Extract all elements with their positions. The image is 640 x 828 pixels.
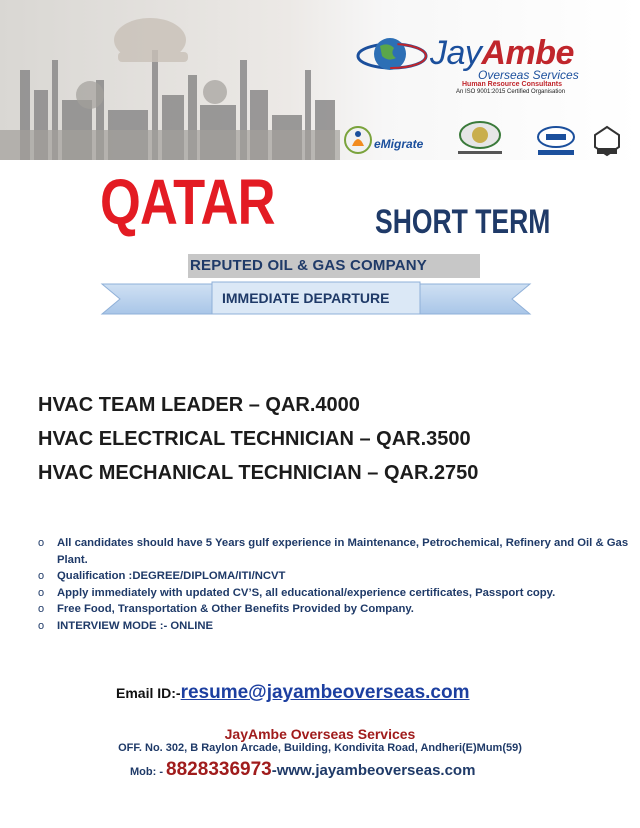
job-list bbox=[38, 388, 478, 490]
brand-name-ambe: Ambe bbox=[481, 34, 574, 72]
website-link[interactable]: -www.jayambeoverseas.com bbox=[271, 762, 476, 779]
header-banner bbox=[0, 0, 640, 160]
brand-name-jay: Jay bbox=[430, 34, 482, 72]
country-title: QATAR bbox=[100, 166, 275, 238]
requirement-text: Qualification :DEGREE/DIPLOMA/ITI/NCVT bbox=[57, 570, 286, 582]
term-title: SHORT TERM bbox=[375, 203, 551, 241]
email-label: Email ID:- bbox=[116, 685, 181, 701]
ukas-cert-icon bbox=[590, 124, 624, 158]
bullet-icon: o bbox=[38, 537, 45, 549]
bullet-icon: o bbox=[38, 586, 45, 599]
brand-logo bbox=[352, 28, 632, 98]
requirement-text: INTERVIEW MODE :- ONLINE bbox=[57, 619, 214, 632]
requirement-item bbox=[38, 535, 638, 568]
requirement-text: Free Food, Transportation & Other Benefits Provided by Company. bbox=[57, 603, 414, 615]
mobile-number[interactable]: 8828336973 bbox=[166, 759, 272, 780]
brand-iso-note: An ISO 9001:2015 Certified Organisation bbox=[456, 89, 566, 95]
requirement-item bbox=[38, 585, 638, 602]
requirement-item bbox=[38, 568, 638, 585]
bullet-icon: o bbox=[38, 619, 45, 632]
iso-cert-icon bbox=[534, 124, 578, 158]
footer-address: OFF. No. 302, B Raylon Arcade, Building, Kondivita Road, Andheri(E)Mum(59) bbox=[118, 742, 522, 754]
requirement-item bbox=[38, 618, 638, 635]
requirement-text: All candidates should have 5 Years gulf experience in Maintenance, Petrochemical, Refinery and Oil & Gas Plant. bbox=[57, 537, 629, 566]
emigrate-label: eMigrate bbox=[374, 137, 424, 151]
email-link[interactable]: resume@jayambeoverseas.com bbox=[180, 682, 470, 703]
footer-company-name: JayAmbe Overseas Services bbox=[224, 726, 416, 742]
email-row bbox=[116, 682, 470, 704]
job-item: HVAC MECHANICAL TECHNICIAN – QAR.2750 bbox=[38, 462, 479, 484]
bullet-icon: o bbox=[38, 570, 45, 582]
mobile-label: Mob: - bbox=[130, 766, 167, 778]
bullet-icon: o bbox=[38, 603, 45, 615]
emigrate-logo-icon bbox=[343, 124, 373, 156]
ministry-seal-icon bbox=[452, 121, 508, 157]
requirement-item bbox=[38, 601, 638, 618]
contact-row bbox=[130, 759, 475, 781]
departure-label: IMMEDIATE DEPARTURE bbox=[222, 290, 390, 306]
requirements-list bbox=[38, 535, 638, 634]
requirement-text: Apply immediately with updated CV’S, all educational/experience certificates, Passport copy. bbox=[57, 586, 556, 599]
brand-subtitle: Overseas Services bbox=[478, 68, 579, 82]
brand-tagline: Human Resource Consultants bbox=[462, 81, 562, 88]
company-label: REPUTED OIL & GAS COMPANY bbox=[190, 257, 427, 274]
job-item: HVAC TEAM LEADER – QAR.4000 bbox=[38, 394, 360, 416]
job-item: HVAC ELECTRICAL TECHNICIAN – QAR.3500 bbox=[38, 428, 471, 450]
